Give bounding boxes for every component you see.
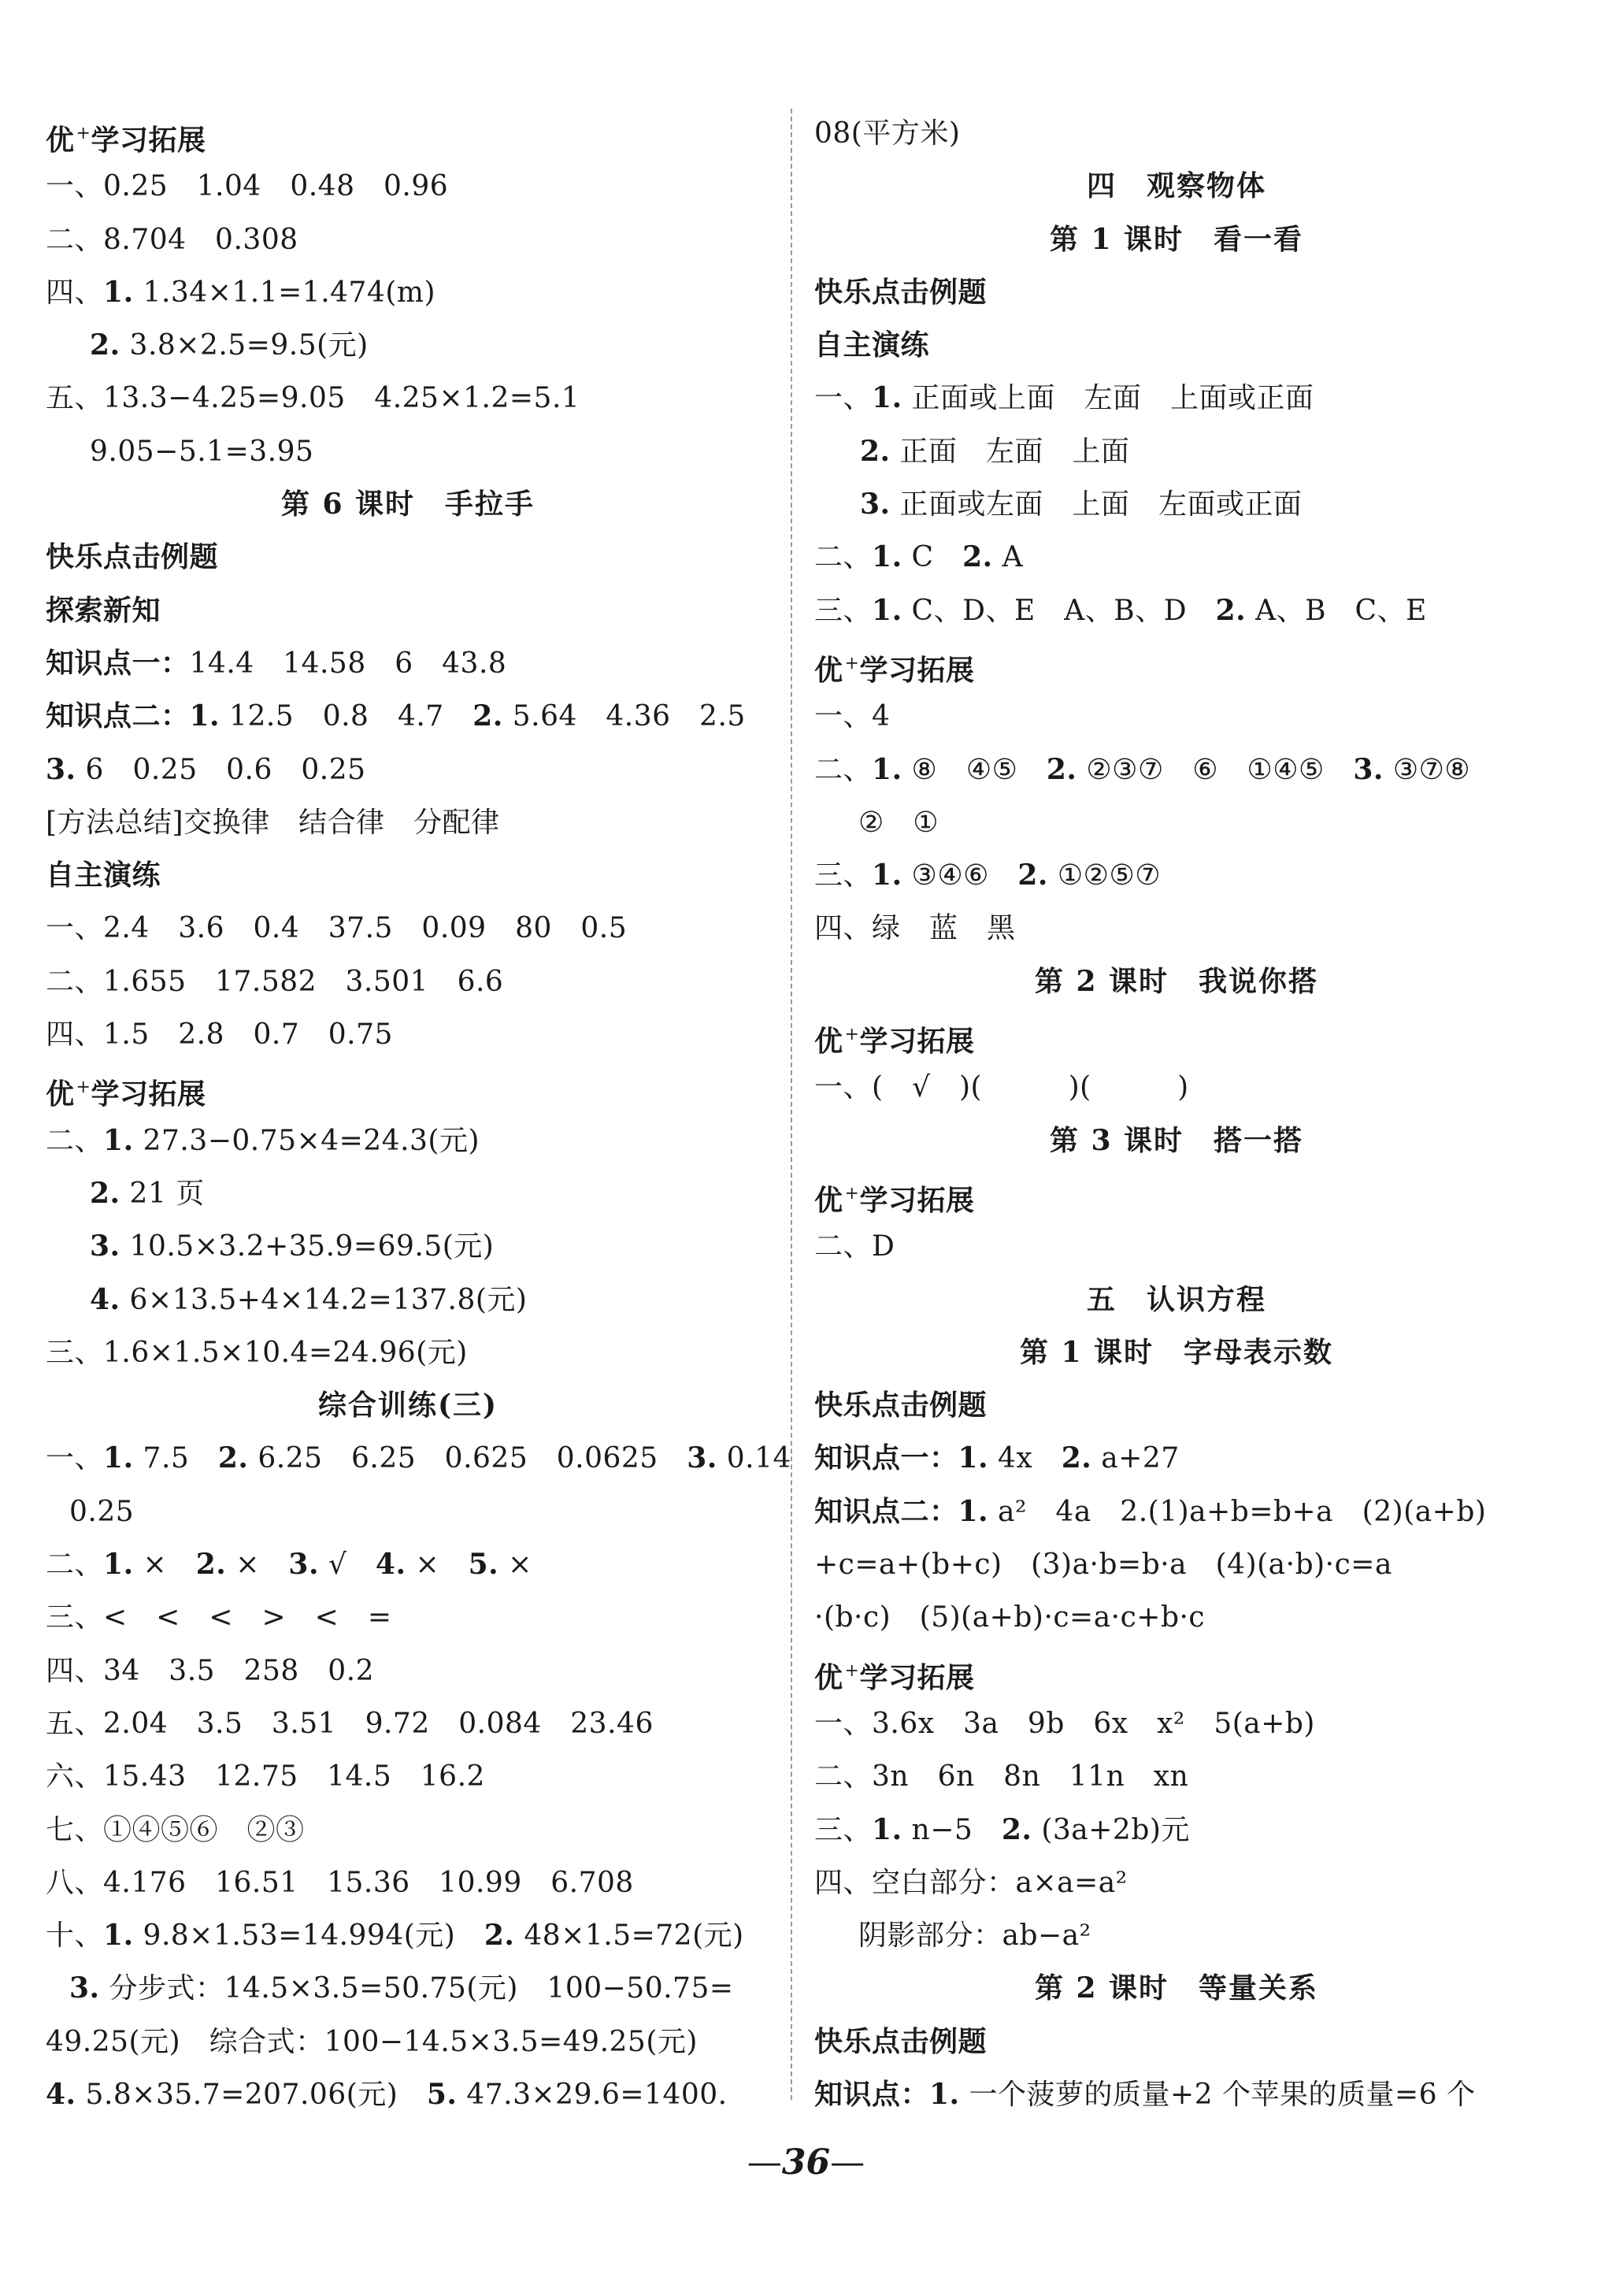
line-segment: 二、 bbox=[46, 1124, 104, 1157]
answer-line bbox=[814, 584, 1539, 637]
answer-line bbox=[46, 319, 770, 372]
answer-line bbox=[814, 1432, 1539, 1485]
answer-line bbox=[814, 2068, 1539, 2121]
answer-line bbox=[46, 2016, 770, 2068]
line-segment: C、D、E A、B、D bbox=[902, 594, 1216, 627]
line-segment: × bbox=[498, 1549, 532, 1582]
line-segment: 49.25(元) 综合式：100−14.5×3.5=49.25(元) bbox=[46, 2025, 698, 2058]
line-segment: 1. bbox=[103, 1919, 134, 1953]
answer-line bbox=[814, 478, 1539, 531]
line-segment: a² 4a 2.(1)a+b=b+a (2)(a+b) bbox=[988, 1495, 1487, 1528]
line-segment: ③④⑥ bbox=[902, 859, 1018, 892]
answer-line bbox=[46, 1008, 770, 1061]
line-segment: 21 页 bbox=[120, 1177, 205, 1210]
line-segment: 1. bbox=[103, 1123, 134, 1157]
answer-line bbox=[46, 1061, 770, 1114]
answer-line bbox=[46, 1167, 770, 1220]
line-segment: 1. bbox=[872, 540, 902, 574]
line-segment: 知识点一：1. bbox=[814, 1441, 989, 1475]
answer-line bbox=[814, 1645, 1539, 1697]
answer-line bbox=[46, 1750, 770, 1803]
answer-line bbox=[46, 372, 770, 425]
line-segment: 5.8×35.7=207.06(元) bbox=[76, 2078, 427, 2111]
line-segment: ② ① bbox=[858, 806, 939, 839]
line-segment: (3a+2b)元 bbox=[1032, 1813, 1190, 1846]
answer-line bbox=[814, 1167, 1539, 1220]
line-segment: 综合训练(三) bbox=[317, 1389, 498, 1422]
line-segment: ①②⑤⑦ bbox=[1047, 859, 1162, 892]
line-segment: + bbox=[844, 653, 860, 673]
section-heading bbox=[814, 1274, 1539, 1326]
line-segment: ②③⑦ ⑥ ①④⑤ bbox=[1077, 753, 1354, 786]
line-segment: C bbox=[902, 541, 963, 574]
line-segment: 2. bbox=[1061, 1441, 1092, 1475]
answer-line bbox=[46, 902, 770, 955]
line-segment: 知识点二：1. bbox=[46, 699, 220, 733]
line-segment: 27.3−0.75×4=24.3(元) bbox=[133, 1124, 480, 1157]
answer-line bbox=[814, 1220, 1539, 1273]
line-segment: 2. bbox=[90, 1176, 120, 1210]
line-segment: 1. bbox=[103, 1548, 134, 1582]
line-segment: 二、8.704 0.308 bbox=[46, 223, 298, 256]
line-segment: 优 bbox=[814, 1025, 843, 1059]
answer-line bbox=[814, 1909, 1539, 1962]
line-segment: 2. bbox=[962, 540, 993, 574]
line-segment: [方法总结]交换律 结合律 分配律 bbox=[46, 806, 500, 839]
line-segment: 5. bbox=[426, 2077, 458, 2111]
line-segment: 快乐点击例题 bbox=[46, 540, 219, 574]
line-segment: 学习拓展 bbox=[859, 653, 975, 687]
line-segment: 三、 bbox=[814, 594, 873, 627]
line-segment: 第 1 课时 字母表示数 bbox=[1019, 1335, 1334, 1369]
answer-line bbox=[814, 1697, 1539, 1750]
answer-line bbox=[46, 1591, 770, 1644]
line-segment: 1. bbox=[103, 1441, 134, 1475]
line-segment: 十、 bbox=[46, 1920, 104, 1953]
line-segment: 阴影部分：ab−a² bbox=[858, 1920, 1091, 1953]
line-segment: 6 0.25 0.6 0.25 bbox=[76, 753, 366, 786]
answer-line bbox=[46, 160, 770, 213]
line-segment: 3. bbox=[860, 488, 891, 521]
line-segment: 1. bbox=[872, 381, 902, 415]
line-segment: 08(平方米) bbox=[814, 117, 961, 150]
line-segment: + bbox=[76, 124, 91, 143]
line-segment: 自主演练 bbox=[814, 328, 930, 362]
line-segment: + bbox=[844, 1025, 860, 1045]
line-segment: 5.64 4.36 2.5 bbox=[502, 700, 746, 733]
line-segment: 五 认识方程 bbox=[1086, 1282, 1266, 1316]
section-heading bbox=[46, 1379, 770, 1432]
line-segment: 一、0.25 1.04 0.48 0.96 bbox=[46, 170, 449, 203]
line-segment: 第 2 课时 我说你搭 bbox=[1034, 964, 1319, 998]
answer-line bbox=[46, 690, 770, 743]
line-segment: 一、( √ )( )( ) bbox=[814, 1071, 1189, 1104]
answer-line bbox=[814, 107, 1539, 160]
line-segment: 3. bbox=[69, 1971, 100, 2005]
line-segment: 快乐点击例题 bbox=[814, 2024, 988, 2058]
line-segment: ·(b·c) (5)(a+b)·c=a·c+b·c bbox=[814, 1601, 1206, 1634]
answer-line bbox=[46, 1432, 791, 1485]
answer-line bbox=[814, 425, 1539, 478]
line-segment: + bbox=[844, 1660, 860, 1681]
line-segment: 1. bbox=[103, 275, 134, 309]
line-segment: 七、①④⑤⑥ ②③ bbox=[46, 1813, 305, 1846]
answer-line bbox=[814, 372, 1539, 425]
answer-line bbox=[814, 690, 1539, 743]
section-heading bbox=[814, 1115, 1539, 1167]
line-segment: 9.8×1.53=14.994(元) bbox=[133, 1920, 484, 1953]
line-segment: 7.5 bbox=[133, 1442, 218, 1475]
line-segment: 四、 bbox=[46, 276, 104, 309]
line-segment: 47.3×29.6=1400. bbox=[457, 2078, 728, 2111]
line-segment: 4. bbox=[375, 1548, 406, 1582]
line-segment: 10.5×3.2+35.9=69.5(元) bbox=[120, 1230, 495, 1263]
line-segment: 3. bbox=[288, 1548, 320, 1582]
line-segment: n−5 bbox=[902, 1813, 1002, 1846]
line-segment: 快乐点击例题 bbox=[814, 275, 988, 309]
answer-line bbox=[46, 213, 770, 266]
line-segment: 优 bbox=[814, 1183, 843, 1217]
answer-line bbox=[46, 1326, 770, 1379]
line-segment: 6.25 6.25 0.625 0.0625 bbox=[248, 1442, 687, 1475]
column-divider bbox=[791, 109, 792, 2100]
answer-line bbox=[814, 902, 1539, 955]
line-segment: √ bbox=[319, 1549, 376, 1582]
line-segment: 2. bbox=[195, 1548, 227, 1582]
line-segment: 二、D bbox=[814, 1230, 895, 1263]
line-segment: 2. bbox=[1017, 859, 1048, 892]
answer-line bbox=[46, 849, 770, 902]
line-segment: 0.14 bbox=[717, 1442, 791, 1475]
answer-line bbox=[814, 1061, 1539, 1114]
answer-line bbox=[814, 849, 1539, 902]
line-segment: 1. bbox=[872, 752, 902, 786]
line-segment: 一个菠萝的质量+2 个苹果的质量=6 个 bbox=[959, 2078, 1476, 2111]
line-segment: 0.25 bbox=[69, 1495, 135, 1528]
line-segment: 探索新知 bbox=[46, 593, 161, 627]
line-segment: 一、 bbox=[814, 382, 873, 415]
line-segment: × bbox=[226, 1549, 289, 1582]
line-segment: 4. bbox=[90, 1282, 120, 1316]
line-segment: 第 3 课时 搭一搭 bbox=[1049, 1123, 1304, 1157]
line-segment: 学习拓展 bbox=[859, 1183, 975, 1217]
line-segment: 六、15.43 12.75 14.5 16.2 bbox=[46, 1760, 485, 1793]
line-segment: 第 6 课时 手拉手 bbox=[280, 488, 535, 521]
section-heading bbox=[814, 1962, 1539, 2015]
line-segment: 二、3n 6n 8n 11n xn bbox=[814, 1760, 1189, 1793]
line-segment: 2. bbox=[1001, 1812, 1032, 1846]
section-heading bbox=[814, 213, 1539, 266]
answer-line bbox=[46, 637, 770, 690]
answer-line bbox=[46, 531, 770, 584]
answer-line bbox=[814, 2016, 1539, 2068]
answer-line bbox=[46, 1856, 770, 1909]
answer-line bbox=[46, 796, 770, 849]
line-segment: 4x bbox=[988, 1442, 1062, 1475]
line-segment: 二、 bbox=[814, 753, 873, 786]
line-segment: 2. bbox=[484, 1919, 515, 1953]
line-segment: 3.8×2.5=9.5(元) bbox=[120, 329, 369, 362]
answer-line bbox=[46, 1486, 770, 1538]
answer-line bbox=[814, 744, 1539, 796]
left-column bbox=[46, 107, 791, 2121]
line-segment: 6×13.5+4×14.2=137.8(元) bbox=[120, 1283, 528, 1316]
line-segment: A、B C、E bbox=[1246, 594, 1427, 627]
line-segment: 分步式：14.5×3.5=50.75(元) 100−50.75= bbox=[99, 1972, 734, 2005]
answer-line bbox=[46, 1645, 770, 1697]
line-segment: 优 bbox=[46, 1078, 75, 1111]
answer-line bbox=[46, 107, 770, 160]
line-segment: 四、34 3.5 258 0.2 bbox=[46, 1654, 375, 1687]
line-segment: 一、 bbox=[46, 1442, 104, 1475]
line-segment: 八、4.176 16.51 15.36 10.99 6.708 bbox=[46, 1866, 634, 1899]
answer-line bbox=[814, 1379, 1539, 1432]
answer-line bbox=[814, 796, 1539, 849]
line-segment: 1. bbox=[872, 593, 902, 627]
line-segment: 3. bbox=[687, 1441, 717, 1475]
line-segment: + bbox=[76, 1078, 91, 1098]
line-segment: 第 1 课时 看一看 bbox=[1049, 222, 1304, 256]
answer-line bbox=[46, 744, 770, 796]
line-segment: ③⑦⑧ bbox=[1383, 753, 1471, 786]
line-segment: × bbox=[133, 1549, 196, 1582]
answer-line bbox=[46, 1804, 770, 1856]
line-segment: 四、空白部分：a×a=a² bbox=[814, 1866, 1128, 1899]
line-segment: 48×1.5=72(元) bbox=[514, 1920, 744, 1953]
line-segment: 三、 bbox=[814, 859, 873, 892]
section-heading bbox=[46, 478, 770, 531]
line-segment: 1. bbox=[872, 1812, 902, 1846]
answer-line bbox=[46, 955, 770, 1008]
line-segment: 2. bbox=[1215, 593, 1247, 627]
line-segment: 一、4 bbox=[814, 700, 891, 733]
line-segment: 2. bbox=[1046, 752, 1077, 786]
line-segment: 自主演练 bbox=[46, 859, 161, 892]
answer-line bbox=[814, 1856, 1539, 1909]
line-segment: 四 观察物体 bbox=[1086, 169, 1266, 203]
line-segment: 3. bbox=[46, 752, 76, 786]
line-segment: 三、 bbox=[814, 1813, 873, 1846]
answer-line bbox=[814, 1486, 1539, 1538]
line-segment: 2. bbox=[472, 699, 503, 733]
line-segment: 学习拓展 bbox=[859, 1025, 975, 1059]
answer-line bbox=[46, 584, 770, 637]
line-segment: +c=a+(b+c) (3)a·b=b·a (4)(a·b)·c=a bbox=[814, 1549, 1392, 1582]
line-segment: 知识点：1. bbox=[814, 2077, 960, 2111]
line-segment: 3. bbox=[1353, 752, 1384, 786]
answer-line bbox=[46, 1220, 770, 1273]
line-segment: × bbox=[406, 1549, 469, 1582]
line-segment: A bbox=[992, 541, 1024, 574]
line-segment: 学习拓展 bbox=[91, 1078, 206, 1111]
line-segment: 知识点二：1. bbox=[814, 1494, 989, 1528]
line-segment: 二、 bbox=[46, 1549, 104, 1582]
answer-line bbox=[46, 1962, 770, 2015]
line-segment: 三、1.6×1.5×10.4=24.96(元) bbox=[46, 1336, 468, 1369]
line-segment: 一、2.4 3.6 0.4 37.5 0.09 80 0.5 bbox=[46, 912, 628, 945]
line-segment: 知识点一： bbox=[46, 646, 190, 680]
line-segment: 一、3.6x 3a 9b 6x x² 5(a+b) bbox=[814, 1707, 1315, 1740]
line-segment: 9.05−5.1=3.95 bbox=[90, 435, 314, 468]
line-segment: 三、< < < > < = bbox=[46, 1601, 392, 1634]
answer-line bbox=[814, 1750, 1539, 1803]
line-segment: 学习拓展 bbox=[91, 124, 206, 157]
answer-line bbox=[46, 266, 770, 319]
section-heading bbox=[814, 160, 1539, 213]
line-segment: 5. bbox=[468, 1548, 499, 1582]
answer-line bbox=[46, 1274, 770, 1326]
answer-line bbox=[814, 319, 1539, 372]
line-segment: 优 bbox=[814, 653, 843, 687]
answer-line bbox=[814, 266, 1539, 319]
right-column bbox=[814, 107, 1539, 2121]
line-segment: 正面或上面 左面 上面或正面 bbox=[902, 382, 1314, 415]
line-segment: 正面或左面 上面 左面或正面 bbox=[890, 488, 1303, 521]
line-segment: 1. bbox=[872, 859, 902, 892]
section-heading bbox=[814, 1326, 1539, 1379]
line-segment: 学习拓展 bbox=[859, 1660, 975, 1694]
line-segment: a+27 bbox=[1091, 1442, 1180, 1475]
line-segment: 正面 左面 上面 bbox=[890, 435, 1130, 468]
line-segment: 12.5 0.8 4.7 bbox=[220, 700, 473, 733]
line-segment: 2. bbox=[90, 328, 120, 362]
line-segment: 五、2.04 3.5 3.51 9.72 0.084 23.46 bbox=[46, 1707, 654, 1740]
line-segment: 1.34×1.1=1.474(m) bbox=[133, 276, 436, 309]
answer-line bbox=[814, 1804, 1539, 1856]
answer-line bbox=[814, 1008, 1539, 1061]
line-segment: 优 bbox=[46, 124, 75, 157]
line-segment: 二、 bbox=[814, 541, 873, 574]
line-segment: + bbox=[844, 1183, 860, 1204]
line-segment: 14.4 14.58 6 43.8 bbox=[189, 647, 507, 680]
answer-line bbox=[46, 425, 770, 478]
answer-line bbox=[814, 1538, 1539, 1591]
answer-line bbox=[46, 1538, 770, 1591]
answer-line bbox=[46, 2068, 770, 2121]
answer-line bbox=[814, 637, 1539, 690]
answer-line bbox=[814, 1591, 1539, 1644]
line-segment: 2. bbox=[860, 434, 891, 468]
line-segment: 四、绿 蓝 黑 bbox=[814, 912, 1016, 945]
line-segment: 优 bbox=[814, 1660, 843, 1694]
line-segment: 第 2 课时 等量关系 bbox=[1034, 1971, 1319, 2005]
line-segment: 四、1.5 2.8 0.7 0.75 bbox=[46, 1018, 393, 1052]
line-segment: 快乐点击例题 bbox=[814, 1389, 988, 1422]
line-segment: 2. bbox=[217, 1441, 249, 1475]
answer-line bbox=[46, 1697, 770, 1750]
line-segment: ⑧ ④⑤ bbox=[902, 753, 1047, 786]
answer-line bbox=[46, 1909, 770, 1962]
section-heading bbox=[814, 955, 1539, 1008]
line-segment: 3. bbox=[90, 1230, 120, 1263]
page-number: —36— bbox=[747, 2142, 865, 2183]
line-segment: 五、13.3−4.25=9.05 4.25×1.2=5.1 bbox=[46, 382, 580, 415]
line-segment: 4. bbox=[46, 2077, 76, 2111]
answer-line bbox=[814, 531, 1539, 584]
line-segment: 二、1.655 17.582 3.501 6.6 bbox=[46, 965, 504, 998]
page-number-value: 36 bbox=[781, 2142, 831, 2183]
answer-line bbox=[46, 1115, 770, 1167]
